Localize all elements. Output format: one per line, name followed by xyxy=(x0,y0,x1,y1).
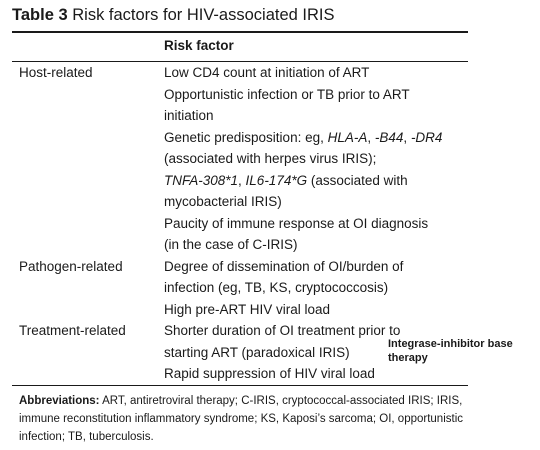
column-header-risk-factor: Risk factor xyxy=(164,38,234,53)
table-caption: Risk factors for HIV-associated IRIS xyxy=(72,6,335,24)
abbreviations-label: Abbreviations: xyxy=(19,395,100,407)
category-host-related: Host-related xyxy=(19,65,93,80)
factor-line: (in the case of C-IRIS) xyxy=(164,237,298,252)
factor-line: initiation xyxy=(164,108,214,123)
factor-line: Paucity of immune response at OI diagnosis xyxy=(164,215,429,231)
factor-line: starting ART (paradoxical IRIS) xyxy=(164,344,350,360)
overlay-note: Integrase-inhibitor base therapy xyxy=(388,338,513,364)
bottom-rule xyxy=(12,385,468,386)
factor-line: Degree of dissemination of OI/burden of xyxy=(164,258,404,274)
factor-line: Genetic predisposition: eg, HLA-A, -B44, -DR4 xyxy=(164,129,443,145)
table-title xyxy=(12,6,335,25)
factor-line: Shorter duration of OI treatment prior to xyxy=(164,323,401,338)
abbreviations-text: ART, antiretroviral therapy; C-IRIS, cryptococcal-associated IRIS; IRIS, immune reconstitution inflammatory syndrome; KS, Kaposi’s sarcoma; OI, opportunistic infection; TB, tuberculosis. xyxy=(19,395,463,443)
factor-line: infection (eg, TB, KS, cryptococcosis) xyxy=(164,280,389,295)
factor-line: (associated with herpes virus IRIS); xyxy=(164,151,377,166)
factor-line: mycobacterial IRIS) xyxy=(164,194,282,209)
category-treatment-related: Treatment-related xyxy=(19,323,126,338)
factor-line: Opportunistic infection or TB prior to ART xyxy=(164,86,410,102)
top-rule xyxy=(12,31,468,33)
factor-line: Low CD4 count at initiation of ART xyxy=(164,65,370,80)
factor-line: Rapid suppression of HIV viral load xyxy=(164,366,375,381)
factor-line: TNFA-308*1, IL6-174*G (associated with xyxy=(164,172,408,188)
category-pathogen-related: Pathogen-related xyxy=(19,258,123,274)
factor-line: High pre-ART HIV viral load xyxy=(164,301,331,317)
abbreviations-footnote xyxy=(19,392,467,446)
table-label: Table 3 xyxy=(12,6,68,24)
